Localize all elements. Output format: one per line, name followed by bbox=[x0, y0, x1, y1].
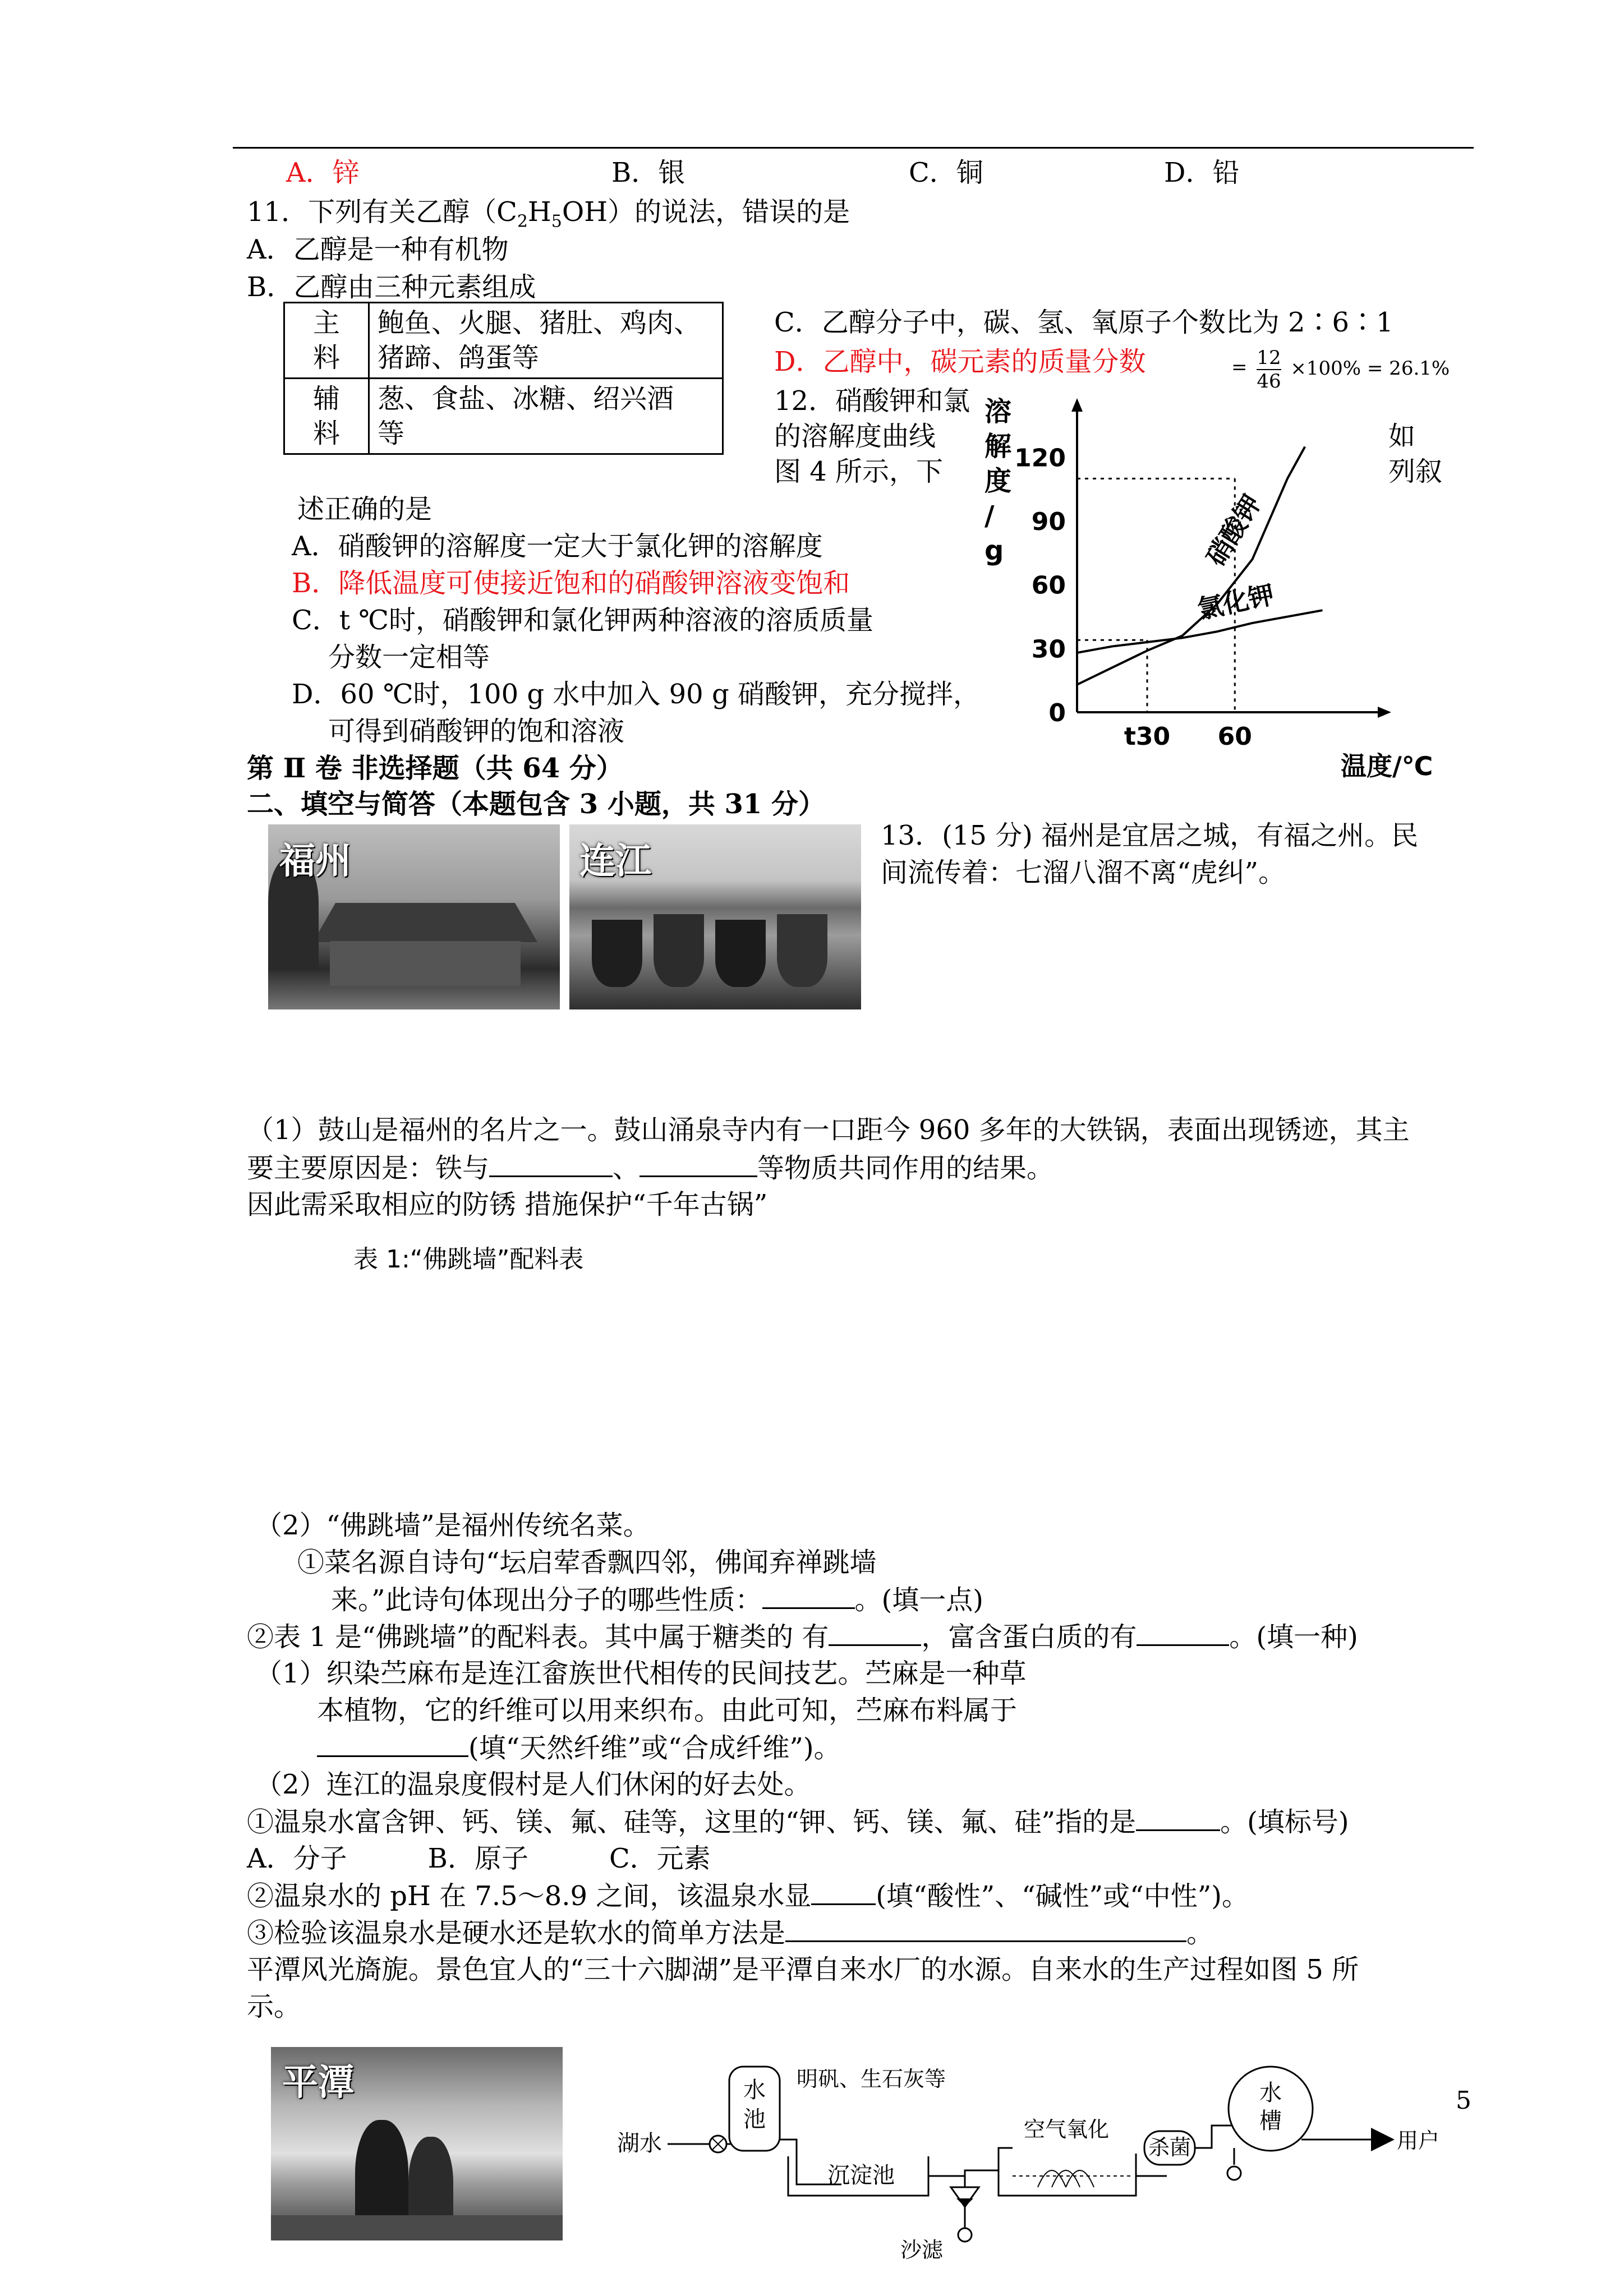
x-tick-label: t30 bbox=[1124, 722, 1171, 751]
q13-intro-line2: 间流传着：七溜八溜不离“虎纠”。 bbox=[881, 857, 1286, 888]
y-tick-label: 60 bbox=[1031, 571, 1066, 600]
pingtan-label: 平潭 bbox=[282, 2062, 354, 2104]
table-row bbox=[284, 303, 723, 379]
q13-p1-line1: （1）鼓山是福州的名片之一。鼓山涌泉寺内有一口距今 960 多年的大铁锅，表面出现锈迹，其主 bbox=[247, 1114, 1410, 1146]
carbon-fraction-formula: = $\frac{12}{46}$ ×100% = 26.1% bbox=[1231, 347, 1450, 393]
additives-label: 明矾、生石灰等 bbox=[797, 2067, 946, 2091]
lianjiang-label: 连江 bbox=[579, 841, 651, 882]
q12-stem-line1: 12．硝酸钾和氯 bbox=[774, 385, 970, 417]
q13-p3-line1: （1）织染苎麻布是连江畲族世代相传的民间技艺。苎麻是一种草 bbox=[255, 1658, 1027, 1689]
q10-option-d: D．铅 bbox=[1164, 157, 1240, 188]
y-tick-label: 120 bbox=[1014, 444, 1066, 473]
q13-p2-line2: ①菜名源自诗句“坛启荤香飘四邻，佛闻弃禅跳墙 bbox=[297, 1547, 877, 1578]
q10-option-a: A．锌 bbox=[286, 157, 360, 188]
answer-blank[interactable] bbox=[811, 1879, 876, 1905]
q11-option-b: B．乙醇由三种元素组成 bbox=[247, 271, 536, 303]
q13-p2-line3: 来。”此诗句体现出分子的哪些性质： 。(填一点) bbox=[331, 1583, 983, 1617]
q13-p2-line1: （2）“佛跳墙”是福州传统名菜。 bbox=[255, 1510, 650, 1541]
q13-p4-line4: ②温泉水的 pH 在 7.5～8.9 之间，该温泉水显 (填“酸性”、“碱性”或“中性”)。 bbox=[247, 1879, 1249, 1913]
q13-p4-line5: ③检验该温泉水是硬水还是软水的简单方法是 。 bbox=[247, 1916, 1213, 1950]
x-axis-arrow bbox=[1378, 707, 1391, 718]
q10-option-c: C．铜 bbox=[909, 157, 983, 188]
q11-option-c: C．乙醇分子中，碳、氢、氧原子个数比为 2∶6∶1 bbox=[774, 307, 1393, 338]
q13-p5-line2: 示。 bbox=[247, 1991, 301, 2022]
aeration-tank bbox=[999, 2154, 1136, 2196]
page-number: 5 bbox=[1456, 2086, 1471, 2115]
y-tick-label: 0 bbox=[1048, 699, 1066, 727]
y-axis-label: 度 bbox=[984, 465, 1012, 497]
q13-p3-line2: 本植物，它的纤维可以用来织布。由此可知，苎麻布料属于 bbox=[317, 1695, 1018, 1726]
water-treatment-diagram bbox=[606, 2036, 1481, 2283]
section-title: 第 Ⅱ 卷 非选择题（共 64 分） bbox=[247, 753, 623, 784]
answer-blank[interactable] bbox=[640, 1151, 757, 1177]
lianjiang-photo bbox=[569, 824, 861, 1009]
table-cell-head: 辅 料 bbox=[284, 379, 369, 454]
y-axis-label: 解 bbox=[984, 431, 1012, 462]
answer-blank[interactable] bbox=[829, 1620, 921, 1646]
answer-blank[interactable] bbox=[1136, 1805, 1220, 1831]
y-axis-label: / bbox=[984, 500, 995, 532]
q12-option-d1: D．60 ℃时，100 g 水中加入 90 g 硝酸钾，充分搅拌， bbox=[292, 679, 980, 710]
answer-blank[interactable] bbox=[762, 1583, 855, 1609]
series-label: 硝酸钾 bbox=[1200, 489, 1267, 571]
pool-label-1: 水 bbox=[743, 2077, 766, 2103]
fuzhou-photo bbox=[268, 824, 560, 1009]
answer-blank[interactable] bbox=[785, 1916, 1186, 1942]
q12-stem-right1: 如 bbox=[1388, 421, 1416, 452]
sand-filter-label: 沙滤 bbox=[900, 2238, 944, 2262]
table-cell-head: 主 料 bbox=[284, 303, 369, 379]
answer-blank[interactable] bbox=[489, 1151, 613, 1177]
section-subtitle: 二、填空与简答（本题包含 3 小题，共 31 分） bbox=[247, 789, 826, 820]
q13-p4-line2: ①温泉水富含钾、钙、镁、氟、硅等，这里的“钾、钙、镁、氟、硅”指的是 。(填标号) bbox=[247, 1805, 1349, 1839]
q11-stem: 11．下列有关乙醇$(C_2H_5OH)$的说法，错误的是 bbox=[247, 196, 850, 232]
tank-label-1: 水 bbox=[1259, 2080, 1282, 2106]
q13-p4-line1: （2）连江的温泉度假村是人们休闲的好去处。 bbox=[255, 1769, 811, 1800]
q12-option-d2: 可得到硝酸钾的饱和溶液 bbox=[328, 716, 625, 747]
y-tick-label: 30 bbox=[1031, 635, 1066, 664]
y-axis-label: g bbox=[984, 535, 1004, 566]
q12-stem-line3: 图 4 所示，下 bbox=[774, 456, 944, 487]
pool-label-2: 池 bbox=[743, 2106, 766, 2132]
table-caption: 表 1:“佛跳墙”配料表 bbox=[353, 1245, 584, 1274]
y-axis-label: 溶 bbox=[984, 396, 1012, 427]
y-tick-label: 90 bbox=[1031, 508, 1066, 537]
q10-option-b: B．银 bbox=[611, 157, 686, 188]
table-cell-content: 葱、食盐、冰糖、绍兴酒 等 bbox=[369, 379, 723, 454]
q13-p2-line4: ②表 1 是“佛跳墙”的配料表。其中属于糖类的 有 ，富含蛋白质的有 。(填一种) bbox=[247, 1620, 1358, 1654]
answer-blank[interactable] bbox=[1137, 1620, 1229, 1646]
table-cell-content: 鲍鱼、火腿、猪肚、鸡肉、 猪蹄、鸽蛋等 bbox=[369, 303, 723, 379]
user-label: 用户 bbox=[1397, 2128, 1440, 2153]
q12-stem-line2: 的溶解度曲线 bbox=[774, 421, 936, 452]
header-rule bbox=[233, 147, 1474, 149]
pingtan-photo bbox=[271, 2047, 563, 2240]
q13-p3-line3: (填“天然纤维”或“合成纤维”)。 bbox=[317, 1731, 841, 1765]
table-row bbox=[284, 379, 723, 454]
series-label: 氯化钾 bbox=[1194, 579, 1277, 625]
q13-intro-line1: 13．(15 分) 福州是宜居之城，有福之州。民 bbox=[881, 820, 1419, 851]
q12-option-c2: 分数一定相等 bbox=[328, 642, 490, 673]
fuzhou-label: 福州 bbox=[279, 841, 351, 882]
q13-p5-line1: 平潭风光旖旎。景色宜人的“三十六脚湖”是平潭自来水厂的水源。自来水的生产过程如图 5 所 bbox=[247, 1954, 1359, 1985]
sterilization-label: 杀菌 bbox=[1148, 2135, 1191, 2160]
q13-p1-line3: 因此需采取相应的防锈 措施保护“千年古锅” bbox=[247, 1189, 768, 1220]
lake-water-label: 湖水 bbox=[617, 2131, 662, 2156]
q12-option-c1: C．t ℃时，硝酸钾和氯化钾两种溶液的溶质质量 bbox=[292, 605, 873, 636]
ingredient-table bbox=[283, 302, 724, 455]
q13-p4-line3: A．分子 B．原子 C．元素 bbox=[247, 1843, 711, 1874]
q12-option-a: A．硝酸钾的溶解度一定大于氯化钾的溶解度 bbox=[292, 531, 823, 562]
q11-option-a: A．乙醇是一种有机物 bbox=[247, 234, 509, 265]
x-axis-label: 温度/℃ bbox=[1341, 751, 1433, 781]
y-axis-arrow bbox=[1071, 398, 1083, 412]
q11-option-d: D．乙醇中，碳元素的质量分数 bbox=[774, 346, 1146, 377]
q12-option-b: B．降低温度可使接近饱和的硝酸钾溶液变饱和 bbox=[292, 568, 850, 599]
aeration-label: 空气氧化 bbox=[1024, 2117, 1110, 2142]
q13-p1-line2: 要主要原因是：铁与 、 等物质共同作用的结果。 bbox=[247, 1151, 1053, 1185]
x-tick-label: 60 bbox=[1217, 722, 1252, 751]
sedimentation-label: 沉淀池 bbox=[827, 2163, 895, 2188]
tank-label-2: 槽 bbox=[1259, 2108, 1282, 2134]
q12-stem-right2: 列叙 bbox=[1388, 456, 1443, 487]
answer-blank[interactable] bbox=[317, 1731, 468, 1757]
series-line bbox=[1077, 447, 1305, 685]
q12-stem-end: 述正确的是 bbox=[297, 494, 433, 525]
